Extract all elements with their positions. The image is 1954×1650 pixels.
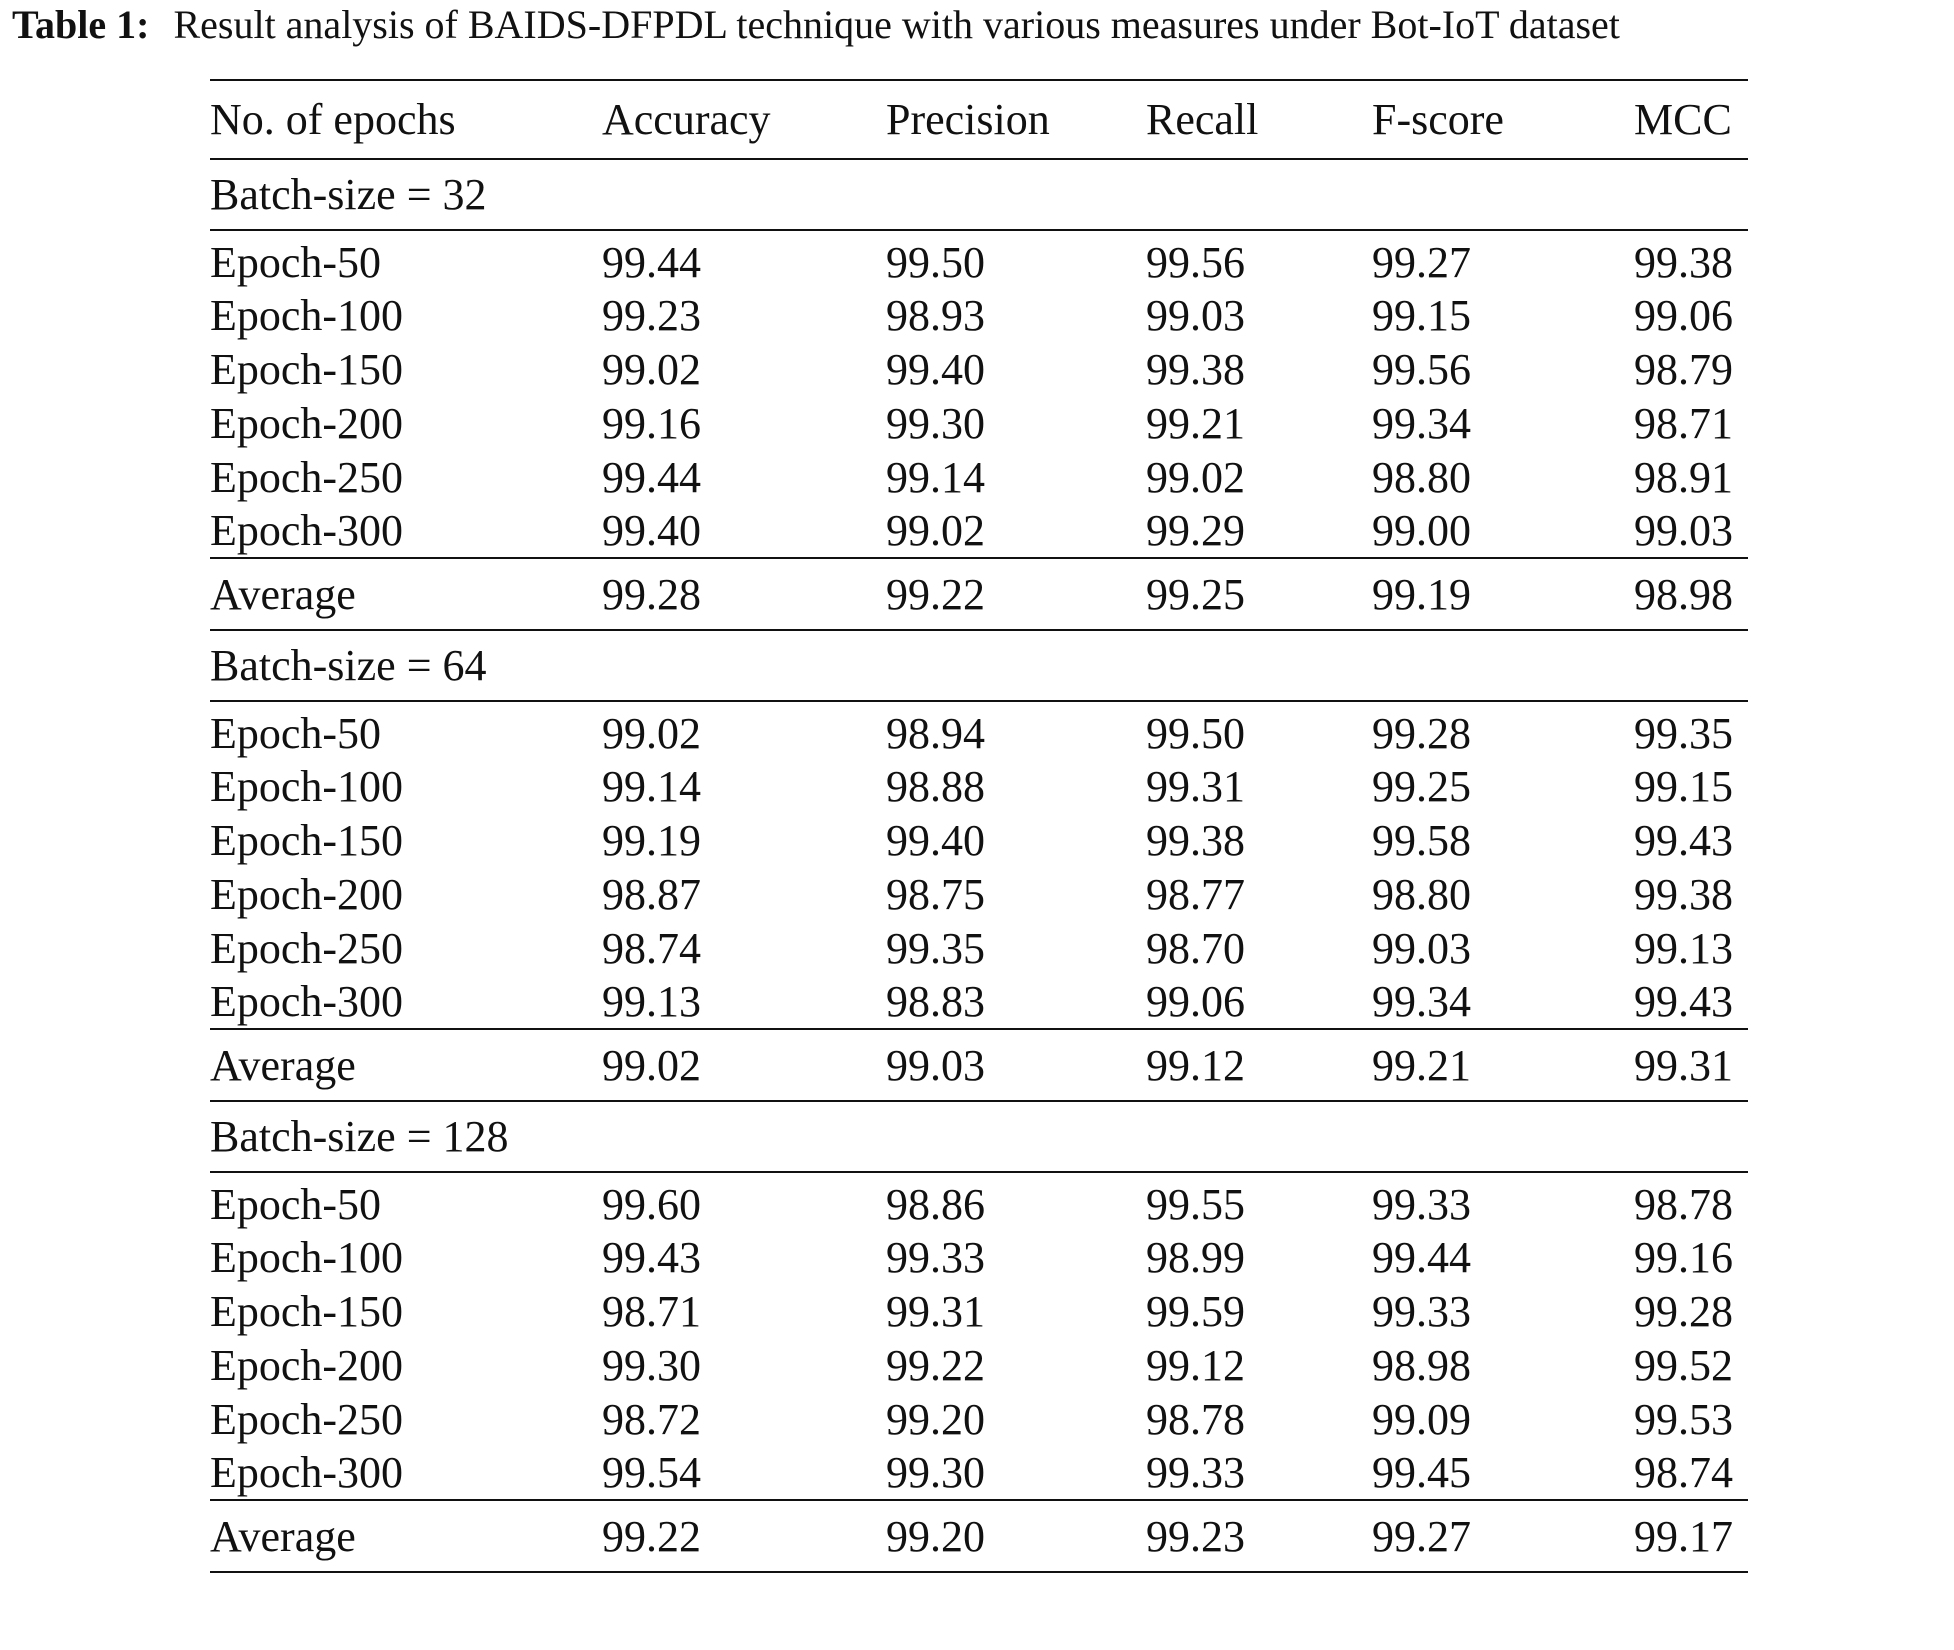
cell-precision: 98.88 [886,761,985,811]
average-precision: 99.03 [886,1040,985,1090]
cell-precision: 99.35 [886,923,985,973]
cell-mcc: 99.03 [1634,506,1733,555]
table-row [210,1338,1748,1392]
average-mcc: 98.98 [1634,569,1733,619]
average-label: Average [210,569,356,619]
cell-mcc: 99.28 [1634,1286,1733,1336]
cell-precision: 99.31 [886,1286,985,1336]
cell-mcc: 98.91 [1634,452,1733,502]
average-recall: 99.23 [1146,1511,1245,1561]
average-row [210,1029,1748,1101]
cell-precision: 99.33 [886,1232,985,1282]
average-precision: 99.22 [886,569,985,619]
cell-fscore: 99.09 [1372,1394,1471,1444]
cell-accuracy: 99.19 [602,815,701,865]
batch-group-title: Batch-size = 32 [210,170,487,219]
average-accuracy: 99.02 [602,1040,701,1090]
cell-accuracy: 99.60 [602,1180,701,1229]
average-recall: 99.12 [1146,1040,1245,1090]
cell-epoch: Epoch-50 [210,709,382,758]
cell-recall: 99.12 [1146,1340,1245,1390]
header-fscore: F-score [1372,95,1504,144]
cell-epoch: Epoch-150 [210,815,404,865]
cell-mcc: 98.78 [1634,1180,1733,1229]
cell-accuracy: 98.71 [602,1286,701,1336]
cell-accuracy: 99.14 [602,761,701,811]
caption-text: Result analysis of BAIDS-DFPDL technique with various measures under Bot-IoT dataset [173,2,1620,47]
cell-fscore: 98.98 [1372,1340,1471,1390]
cell-epoch: Epoch-200 [210,398,404,448]
cell-mcc: 99.43 [1634,977,1733,1026]
cell-epoch: Epoch-50 [210,238,382,287]
average-row [210,1500,1748,1572]
cell-mcc: 99.43 [1634,815,1733,865]
average-recall: 99.25 [1146,569,1245,619]
header-precision: Precision [886,95,1050,144]
cell-accuracy: 99.40 [602,506,701,555]
cell-epoch: Epoch-100 [210,290,404,340]
table-row [210,288,1748,342]
cell-recall: 99.59 [1146,1286,1245,1336]
cell-precision: 98.83 [886,977,985,1026]
cell-recall: 99.33 [1146,1448,1245,1497]
cell-mcc: 99.13 [1634,923,1733,973]
cell-epoch: Epoch-150 [210,1286,404,1336]
average-accuracy: 99.22 [602,1511,701,1561]
cell-precision: 99.20 [886,1394,985,1444]
cell-recall: 98.70 [1146,923,1245,973]
cell-mcc: 99.53 [1634,1394,1733,1444]
table-row [210,342,1748,396]
table-row [210,1172,1748,1230]
cell-fscore: 98.80 [1372,452,1471,502]
caption-label: Table 1: [12,2,150,47]
cell-recall: 99.50 [1146,709,1245,758]
cell-fscore: 98.80 [1372,869,1471,919]
cell-accuracy: 99.13 [602,977,701,1026]
cell-epoch: Epoch-300 [210,506,404,555]
cell-epoch: Epoch-200 [210,869,404,919]
cell-mcc: 98.74 [1634,1448,1733,1497]
cell-accuracy: 99.02 [602,709,701,758]
batch-group-title: Batch-size = 64 [210,641,487,690]
cell-precision: 99.40 [886,344,985,394]
cell-epoch: Epoch-250 [210,923,404,973]
table-row [210,504,1748,558]
cell-recall: 99.38 [1146,815,1245,865]
average-fscore: 99.21 [1372,1040,1471,1090]
cell-fscore: 99.25 [1372,761,1471,811]
cell-recall: 98.99 [1146,1232,1245,1282]
cell-recall: 99.56 [1146,238,1245,287]
cell-recall: 98.77 [1146,869,1245,919]
average-accuracy: 99.28 [602,569,701,619]
cell-mcc: 99.16 [1634,1232,1733,1282]
cell-epoch: Epoch-250 [210,1394,404,1444]
cell-fscore: 99.33 [1372,1180,1471,1229]
cell-epoch: Epoch-150 [210,344,404,394]
cell-precision: 99.40 [886,815,985,865]
cell-fscore: 99.15 [1372,290,1471,340]
cell-fscore: 99.27 [1372,238,1471,287]
table-row [210,975,1748,1029]
table-row [210,867,1748,921]
cell-accuracy: 99.43 [602,1232,701,1282]
cell-accuracy: 99.02 [602,344,701,394]
cell-accuracy: 99.44 [602,452,701,502]
cell-fscore: 99.34 [1372,977,1471,1026]
cell-accuracy: 99.16 [602,398,701,448]
table-row [210,759,1748,813]
average-label: Average [210,1511,356,1561]
cell-fscore: 99.03 [1372,923,1471,973]
cell-precision: 99.30 [886,398,985,448]
average-fscore: 99.19 [1372,569,1471,619]
cell-accuracy: 99.23 [602,290,701,340]
cell-accuracy: 98.87 [602,869,701,919]
cell-precision: 98.86 [886,1180,985,1229]
cell-accuracy: 98.74 [602,923,701,973]
table-row [210,701,1748,759]
cell-precision: 98.93 [886,290,985,340]
cell-fscore: 99.58 [1372,815,1471,865]
cell-accuracy: 98.72 [602,1394,701,1444]
cell-recall: 99.31 [1146,761,1245,811]
cell-precision: 98.75 [886,869,985,919]
average-fscore: 99.27 [1372,1511,1471,1561]
batch-group-row [210,1101,1748,1172]
header-recall: Recall [1146,95,1259,144]
cell-precision: 99.22 [886,1340,985,1390]
batch-group-row [210,159,1748,230]
cell-mcc: 98.71 [1634,398,1733,448]
cell-fscore: 99.45 [1372,1448,1471,1497]
table-row [210,1230,1748,1284]
cell-precision: 99.14 [886,452,985,502]
cell-recall: 99.06 [1146,977,1245,1026]
results-table [210,79,1748,1573]
cell-fscore: 99.44 [1372,1232,1471,1282]
cell-fscore: 99.56 [1372,344,1471,394]
header-accuracy: Accuracy [602,95,771,144]
average-label: Average [210,1040,356,1090]
cell-mcc: 98.79 [1634,344,1733,394]
cell-epoch: Epoch-100 [210,761,404,811]
cell-accuracy: 99.44 [602,238,701,287]
cell-fscore: 99.00 [1372,506,1471,555]
average-mcc: 99.31 [1634,1040,1733,1090]
header-epochs: No. of epochs [210,95,456,144]
cell-recall: 99.29 [1146,506,1245,555]
header-mcc: MCC [1634,95,1732,144]
batch-group-title: Batch-size = 128 [210,1112,509,1161]
table-row [210,396,1748,450]
table-row [210,813,1748,867]
cell-epoch: Epoch-300 [210,1448,404,1497]
cell-mcc: 99.52 [1634,1340,1733,1390]
table-row [210,450,1748,504]
cell-recall: 99.03 [1146,290,1245,340]
cell-precision: 98.94 [886,709,985,758]
table-body [210,159,1748,1572]
cell-recall: 99.38 [1146,344,1245,394]
cell-epoch: Epoch-300 [210,977,404,1026]
average-mcc: 99.17 [1634,1511,1733,1561]
cell-accuracy: 99.54 [602,1448,701,1497]
cell-epoch: Epoch-50 [210,1180,382,1229]
cell-epoch: Epoch-200 [210,1340,404,1390]
cell-recall: 99.55 [1146,1180,1245,1229]
table-row [210,1446,1748,1500]
average-row [210,558,1748,630]
cell-fscore: 99.34 [1372,398,1471,448]
cell-recall: 99.21 [1146,398,1245,448]
cell-mcc: 99.35 [1634,709,1733,758]
cell-fscore: 99.28 [1372,709,1471,758]
table-row [210,1284,1748,1338]
header-row [210,80,1748,159]
cell-epoch: Epoch-250 [210,452,404,502]
cell-fscore: 99.33 [1372,1286,1471,1336]
cell-mcc: 99.15 [1634,761,1733,811]
cell-epoch: Epoch-100 [210,1232,404,1282]
batch-group-row [210,630,1748,701]
average-precision: 99.20 [886,1511,985,1561]
cell-recall: 98.78 [1146,1394,1245,1444]
table-row [210,1392,1748,1446]
cell-mcc: 99.38 [1634,869,1733,919]
table-row [210,230,1748,288]
cell-precision: 99.50 [886,238,985,287]
cell-accuracy: 99.30 [602,1340,701,1390]
cell-precision: 99.02 [886,506,985,555]
cell-precision: 99.30 [886,1448,985,1497]
table-caption [12,0,1942,50]
cell-mcc: 99.06 [1634,290,1733,340]
table-row [210,921,1748,975]
cell-mcc: 99.38 [1634,238,1733,287]
cell-recall: 99.02 [1146,452,1245,502]
table-header [210,80,1748,159]
